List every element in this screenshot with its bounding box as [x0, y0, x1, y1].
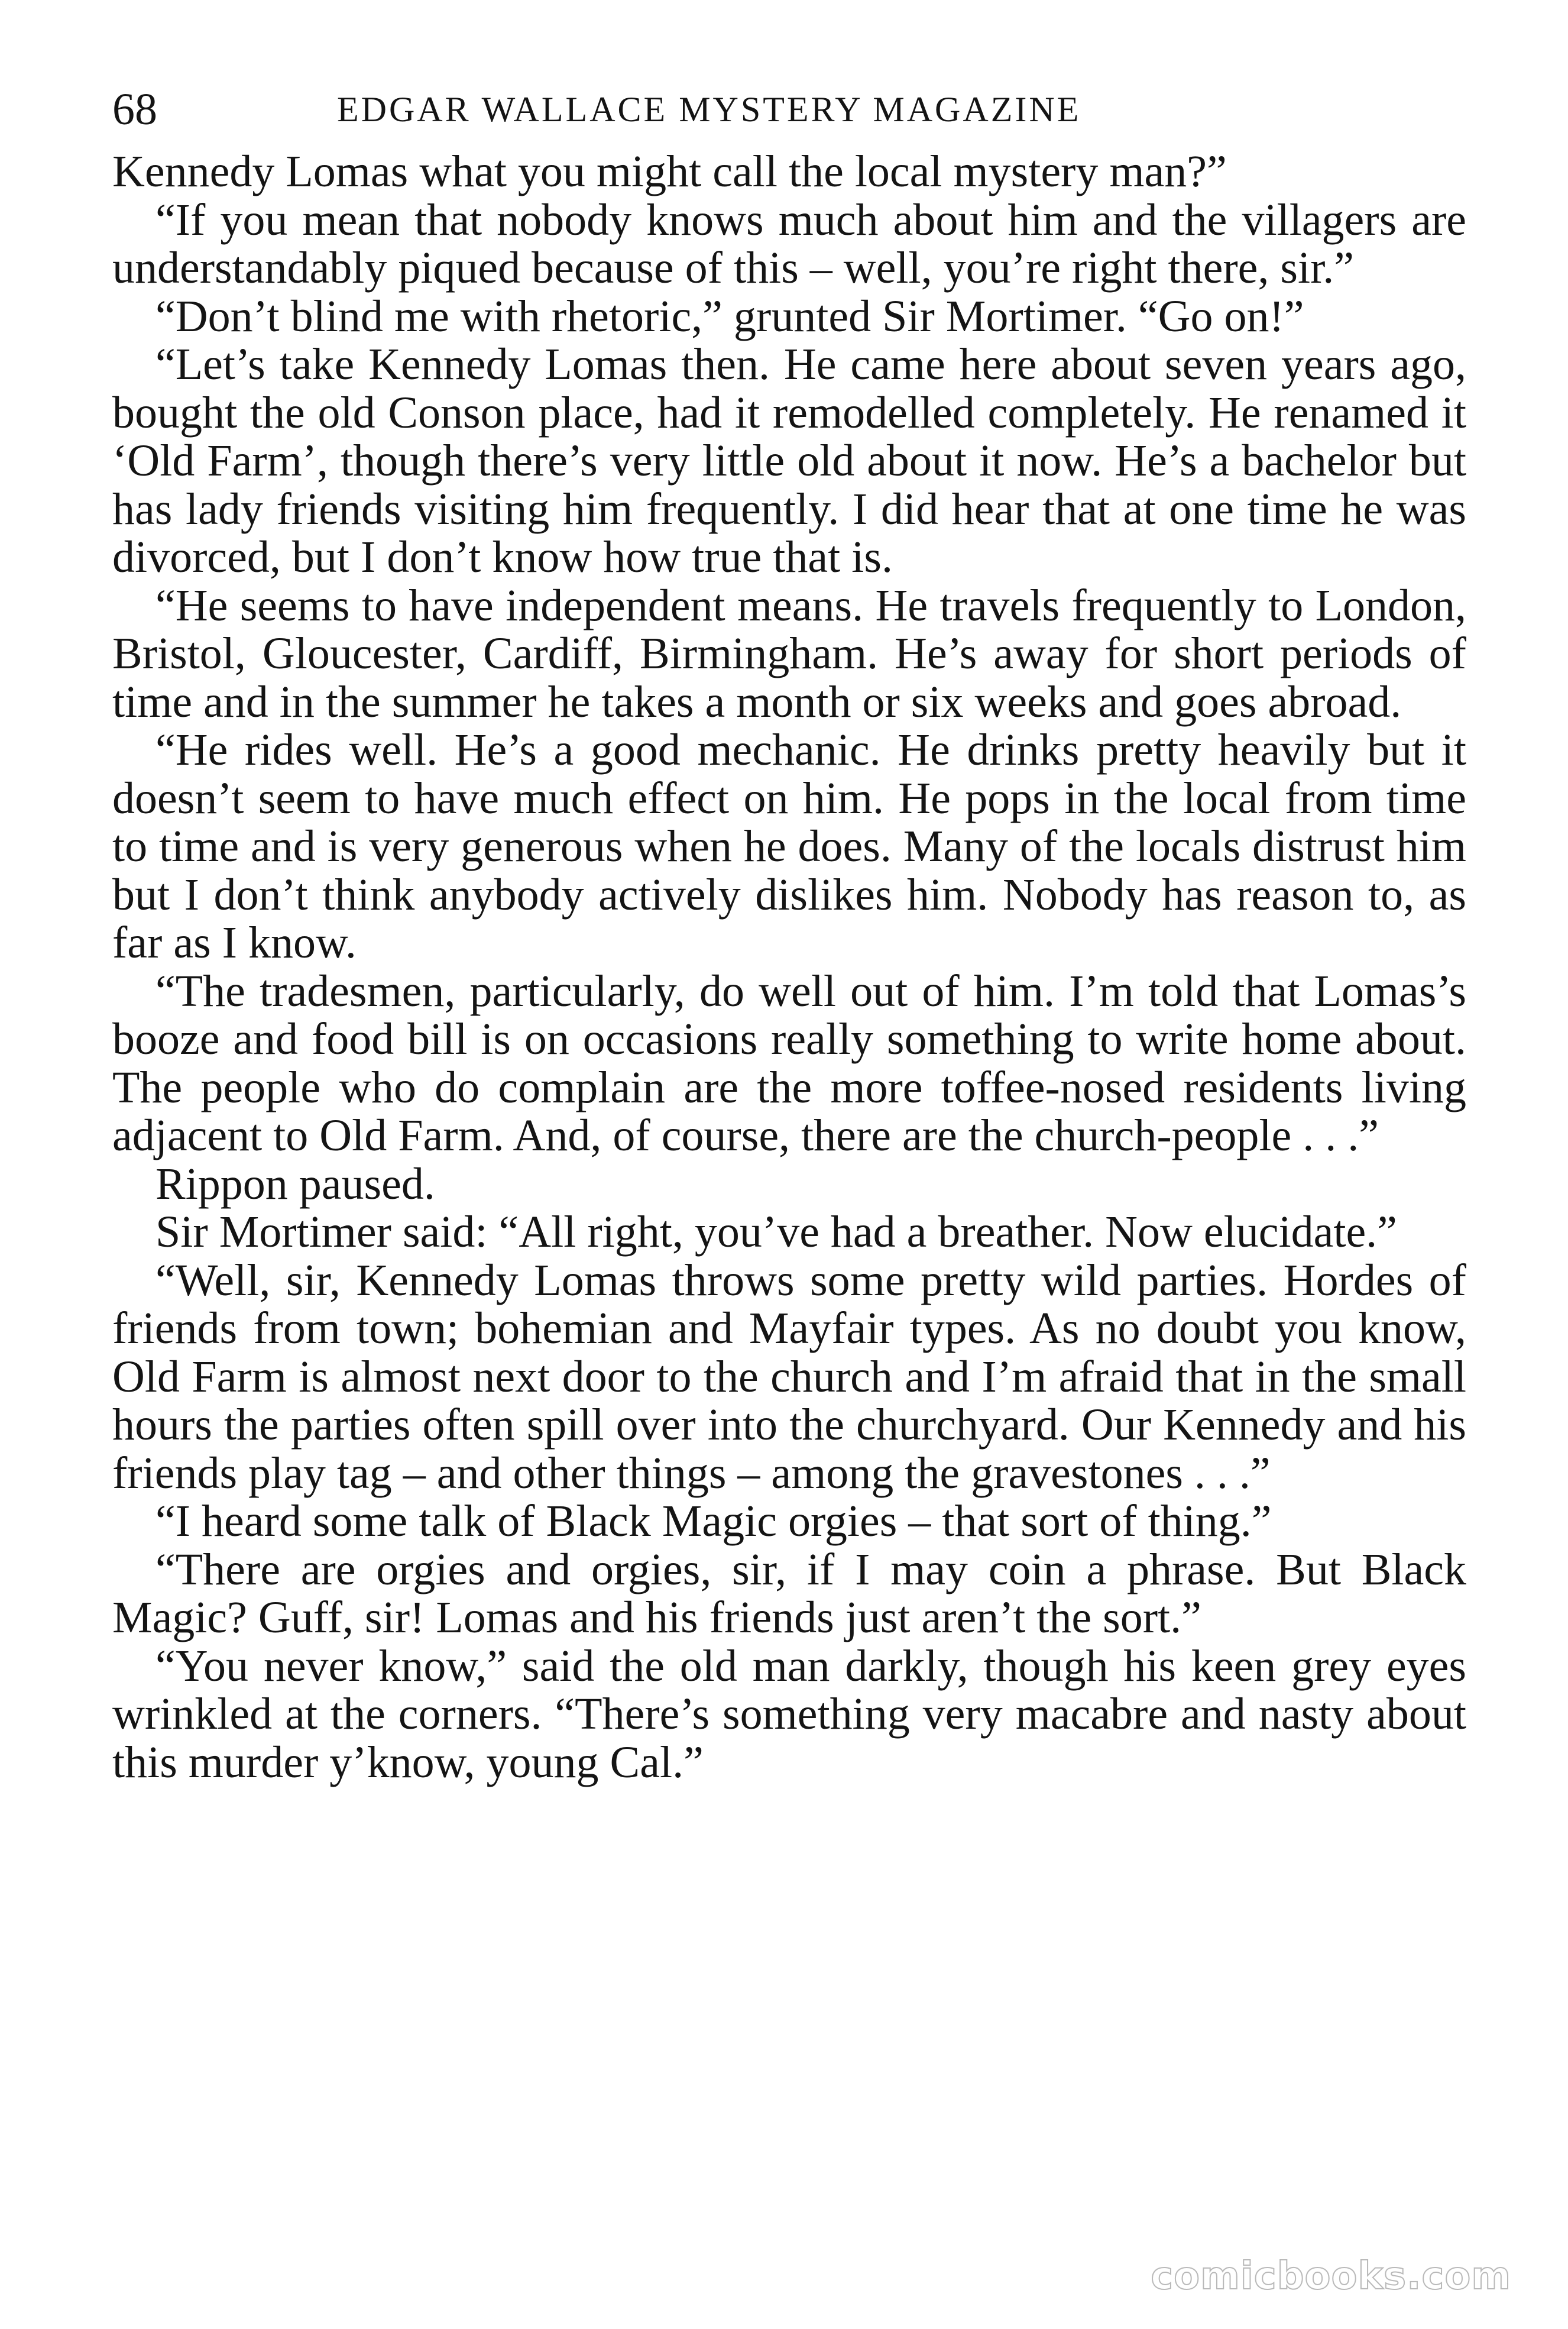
paragraph: “If you mean that nobody knows much about him and the villagers are understandably piqued because of this – well, you’re right there, sir.” [112, 195, 1466, 293]
paragraph: “Don’t blind me with rhetoric,” grunted Sir Mortimer. “Go on!” [155, 291, 1304, 341]
page-number: 68 [112, 85, 157, 134]
paragraph: Rippon paused. [155, 1159, 435, 1209]
paragraph: “I heard some talk of Black Magic orgies – that sort of thing.” [155, 1496, 1272, 1546]
body-text [112, 148, 1466, 1787]
paragraph: “The tradesmen, particularly, do well out of him. I’m told that Lomas’s booze and food bill is on occasions really something to write home about. The people who do complain are the more toffee-nosed residents living adjacent to Old Farm. And, of course, there are the church-people . . .” [112, 966, 1466, 1160]
paragraph: “You never know,” said the old man darkly, though his keen grey eyes wrinkled at the corners. “There’s something very macabre and nasty about this murder y’know, young Cal.” [112, 1641, 1466, 1787]
paragraph: Kennedy Lomas what you might call the local mystery man?” [112, 147, 1227, 196]
running-head-title: EDGAR WALLACE MYSTERY MAGAZINE [337, 90, 1081, 129]
running-head [112, 83, 1466, 136]
paragraph: “Let’s take Kennedy Lomas then. He came here about seven years ago, bought the old Conson place, had it remodelled completely. He renamed it ‘Old Farm’, though there’s very little old about it now. He’s a bachelor but has lady friends visiting him frequently. I did hear that at one time he was divorced, but I don’t know how true that is. [112, 339, 1466, 582]
paragraph: “There are orgies and orgies, sir, if I may coin a phrase. But Black Magic? Guff, sir! Lomas and his friends just aren’t the sort.” [112, 1544, 1466, 1642]
paragraph: “He seems to have independent means. He travels frequently to London, Bristol, Gloucester, Cardiff, Birmingham. He’s away for short periods of time and in the summer he takes a month or six weeks and goes abroad. [112, 580, 1466, 727]
book-page [112, 83, 1466, 1787]
watermark: comicbooks.com [1151, 2254, 1511, 2298]
paragraph: “He rides well. He’s a good mechanic. He drinks pretty heavily but it doesn’t seem to have much effect on him. He pops in the local from time to time and is very generous when he does. Many of the locals distrust him but I don’t think anybody actively dislikes him. Nobody has reason to, as far as I know. [112, 725, 1466, 968]
paragraph: Sir Mortimer said: “All right, you’ve had a breather. Now elucidate.” [155, 1207, 1397, 1257]
paragraph: “Well, sir, Kennedy Lomas throws some pretty wild parties. Hordes of friends from town; bohemian and Mayfair types. As no doubt you know, Old Farm is almost next door to the church and I’m afraid that in the small hours the parties often spill over into the churchyard. Our Kennedy and his friends play tag – and other things – among the gravestones . . .” [112, 1255, 1466, 1498]
